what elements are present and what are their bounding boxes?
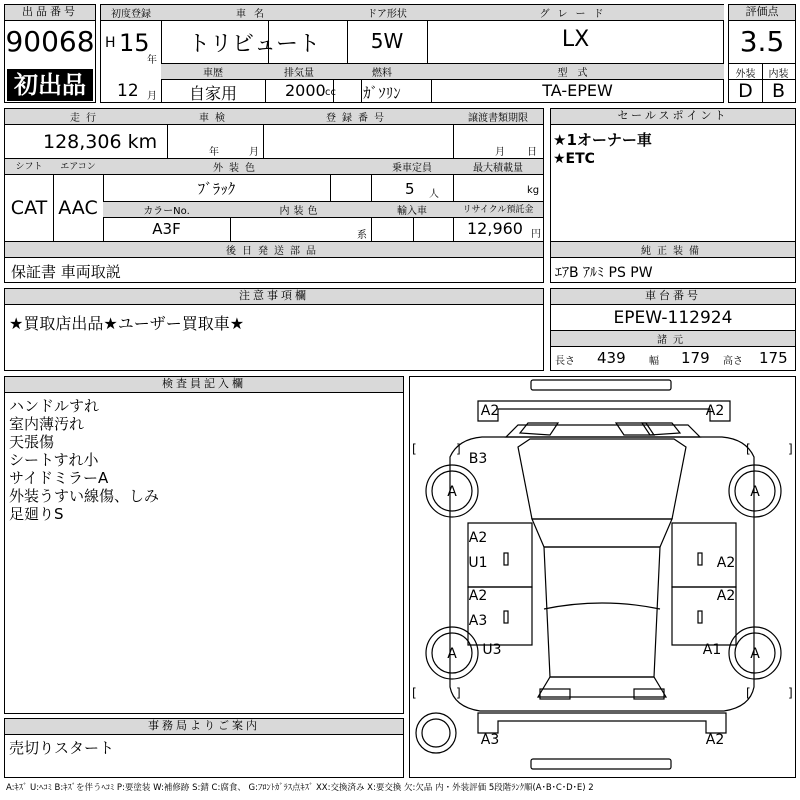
width-label: 幅	[649, 356, 659, 367]
inspector-line-2: 室内薄汚れ	[9, 415, 85, 433]
later-parts: 保証書 車両取説	[11, 263, 121, 281]
handle-fr	[698, 553, 702, 565]
mark-a1: A1	[702, 642, 722, 658]
first-reg-month: 12	[117, 81, 139, 101]
lot-number-label: 出品番号	[5, 5, 95, 21]
inspector-label: 検査員記入欄	[5, 377, 403, 393]
inspector-line-6: 外装うすい線傷、しみ	[9, 487, 160, 505]
model-label: 型式	[431, 64, 724, 79]
mileage-label: 走行	[5, 109, 167, 124]
sales-point-1: ★1オーナー車	[553, 131, 652, 149]
bracket: [	[412, 442, 417, 456]
transfer-label: 譲渡書類期限	[453, 109, 543, 124]
windshield	[532, 519, 672, 547]
year-unit: 年	[147, 55, 157, 66]
mark-tire-rl: A	[447, 646, 457, 662]
exterior-color: ﾌﾞﾗｯｸ	[197, 180, 236, 198]
mark-door-r1: A2	[716, 555, 736, 571]
front-bumper	[478, 401, 730, 421]
first-reg-year: 15	[119, 29, 150, 57]
mark-tire-fr: A	[750, 484, 760, 500]
capacity-unit: 人	[429, 189, 439, 200]
first-reg-label: 初度登録	[101, 5, 161, 20]
rear-bumper	[478, 713, 726, 733]
mark-tire-rr: A	[750, 646, 760, 662]
car-diagram-drawing	[410, 377, 795, 777]
door-label: ドア形状	[347, 5, 427, 20]
spare-tire	[422, 719, 450, 747]
history: 自家用	[188, 84, 237, 103]
load-unit: kg	[527, 185, 540, 196]
inspection-year: 年	[209, 147, 219, 158]
lot-number-box	[4, 4, 96, 103]
sales-box	[550, 108, 796, 283]
interior-color-unit: 系	[357, 230, 367, 241]
fuel-label: 燃料	[333, 64, 431, 79]
rear-window	[538, 677, 666, 697]
interior-score: B	[771, 80, 786, 102]
bracket: ]	[788, 442, 793, 456]
lot-number: 90068	[5, 25, 95, 58]
mark-door-l2-a: A2	[468, 588, 488, 604]
equipment: ｴｱB ｱﾙﾐ PS PW	[555, 265, 653, 281]
height-label: 高さ	[723, 356, 743, 367]
legend: A:ｷｽﾞ U:ﾍｺﾐ B:ｷｽﾞを伴うﾍｺﾐ P:要塗装 W:補修跡 S:錆 C:腐食、 G:ﾌﾛﾝﾄｶﾞﾗｽ点ｷｽﾞ XX:交換済み X:要交換 欠:欠品 内・外装評価 5段階ﾗﾝｸ順(A･B･C･D･E) 2	[6, 783, 594, 793]
inspector-box	[4, 376, 404, 714]
bracket: ]	[788, 686, 793, 700]
notes-text: ★買取店出品★ユーザー買取車★	[9, 314, 245, 333]
mark-door-l1-a: A2	[468, 530, 488, 546]
handle-rl	[504, 611, 508, 623]
handle-rr	[698, 611, 702, 623]
recycle-amount: 12,960	[467, 219, 523, 238]
front-grille	[506, 425, 700, 437]
chassis-label: 車台番号	[551, 289, 795, 305]
displacement-unit: cc	[325, 87, 336, 98]
exterior-score: D	[738, 80, 753, 102]
score-label: 評価点	[729, 5, 795, 21]
mark-door-l2-b: A3	[468, 613, 488, 629]
inspector-line-5: サイドミラーA	[9, 469, 109, 487]
vehicle-info-grid	[4, 108, 544, 283]
history-label: 車歴	[161, 64, 265, 79]
car-name: トリビュート	[187, 32, 320, 57]
fuel: ｶﾞｿﾘﾝ	[363, 84, 401, 102]
mark-front-left: A2	[480, 403, 500, 419]
inspector-line-7: 足廻りS	[9, 505, 64, 523]
inspector-line-1: ハンドルすれ	[9, 397, 100, 415]
office-label: 事務局よりご案内	[5, 719, 403, 735]
roof-line	[544, 603, 660, 609]
inspection-label: 車検	[167, 109, 263, 124]
first-listing-badge: 初出品	[7, 69, 93, 101]
load-label: 最大積載量	[453, 159, 543, 174]
length-label: 長さ	[555, 356, 575, 367]
handle-fl	[504, 553, 508, 565]
color-label: 外装色	[103, 159, 371, 174]
mark-rear-left: A3	[480, 732, 500, 748]
header-grid	[100, 4, 724, 103]
score: 3.5	[739, 25, 785, 58]
capacity-label: 乗車定員	[371, 159, 453, 174]
grade: LX	[561, 27, 590, 52]
displacement-label: 排気量	[265, 64, 333, 79]
hood	[518, 439, 686, 519]
width-value: 179	[681, 349, 710, 367]
mark-b3: B3	[468, 451, 488, 467]
score-box	[728, 4, 796, 103]
transfer-day: 日	[527, 147, 537, 158]
import-label: 輸入車	[371, 202, 453, 217]
car-diagram	[409, 376, 796, 778]
interior-color-label: 内装色	[230, 202, 371, 217]
interior-label: 内装	[768, 69, 789, 80]
roof-strip	[531, 380, 671, 390]
mark-tire-fl: A	[447, 484, 457, 500]
sales-point-2: ★ETC	[553, 151, 595, 167]
bracket: [	[746, 686, 751, 700]
grade-label: グレード	[427, 5, 724, 20]
recycle-label: リサイクル預託金	[453, 202, 543, 217]
office-box	[4, 718, 404, 778]
inspector-line-3: 天張傷	[9, 433, 55, 451]
later-parts-label: 後日発送部品	[5, 242, 543, 257]
exterior-label: 外装	[735, 69, 756, 80]
bracket: [	[412, 686, 417, 700]
mark-front-right: A2	[705, 403, 725, 419]
bracket: ]	[456, 686, 461, 700]
length-value: 439	[597, 349, 626, 367]
reg-no-label: 登録番号	[263, 109, 453, 124]
equipment-label: 純正装備	[551, 242, 795, 257]
roof	[544, 547, 660, 677]
notes-label: 注意事項欄	[5, 289, 543, 305]
ac: AAC	[58, 197, 98, 219]
chassis-number: EPEW-112924	[613, 308, 733, 328]
notes-box	[4, 288, 544, 371]
mileage: 128,306 km	[43, 131, 158, 153]
color-no: A3F	[152, 220, 181, 238]
era: H	[105, 35, 116, 51]
mark-rear-right: A2	[705, 732, 725, 748]
displacement: 2000	[285, 81, 326, 100]
chassis-box	[550, 288, 796, 371]
mark-door-r2: A2	[716, 588, 736, 604]
rear-strip	[531, 759, 671, 769]
model: TA-EPEW	[542, 81, 613, 100]
office-text: 売切りスタート	[9, 739, 115, 757]
color-no-label: カラーNo.	[103, 202, 230, 217]
inspection-month: 月	[249, 147, 259, 158]
shift: CAT	[10, 197, 48, 219]
transfer-month: 月	[495, 147, 505, 158]
sales-label: セールスポイント	[551, 109, 795, 125]
bracket: [	[746, 442, 751, 456]
dims-label: 諸元	[551, 331, 795, 346]
inspector-line-4: シートすれ小	[9, 451, 99, 469]
mark-u3: U3	[482, 642, 502, 658]
car-name-label: 車名	[161, 5, 347, 20]
body-outline	[450, 437, 754, 711]
capacity: 5	[405, 180, 415, 198]
mark-door-l1-u: U1	[468, 555, 488, 571]
ac-label: エアコン	[53, 159, 103, 174]
month-unit: 月	[147, 91, 157, 102]
height-value: 175	[759, 349, 788, 367]
recycle-unit: 円	[531, 229, 541, 240]
shift-label: シフト	[5, 159, 53, 174]
door-type: 5W	[370, 29, 404, 53]
bracket: ]	[456, 442, 461, 456]
